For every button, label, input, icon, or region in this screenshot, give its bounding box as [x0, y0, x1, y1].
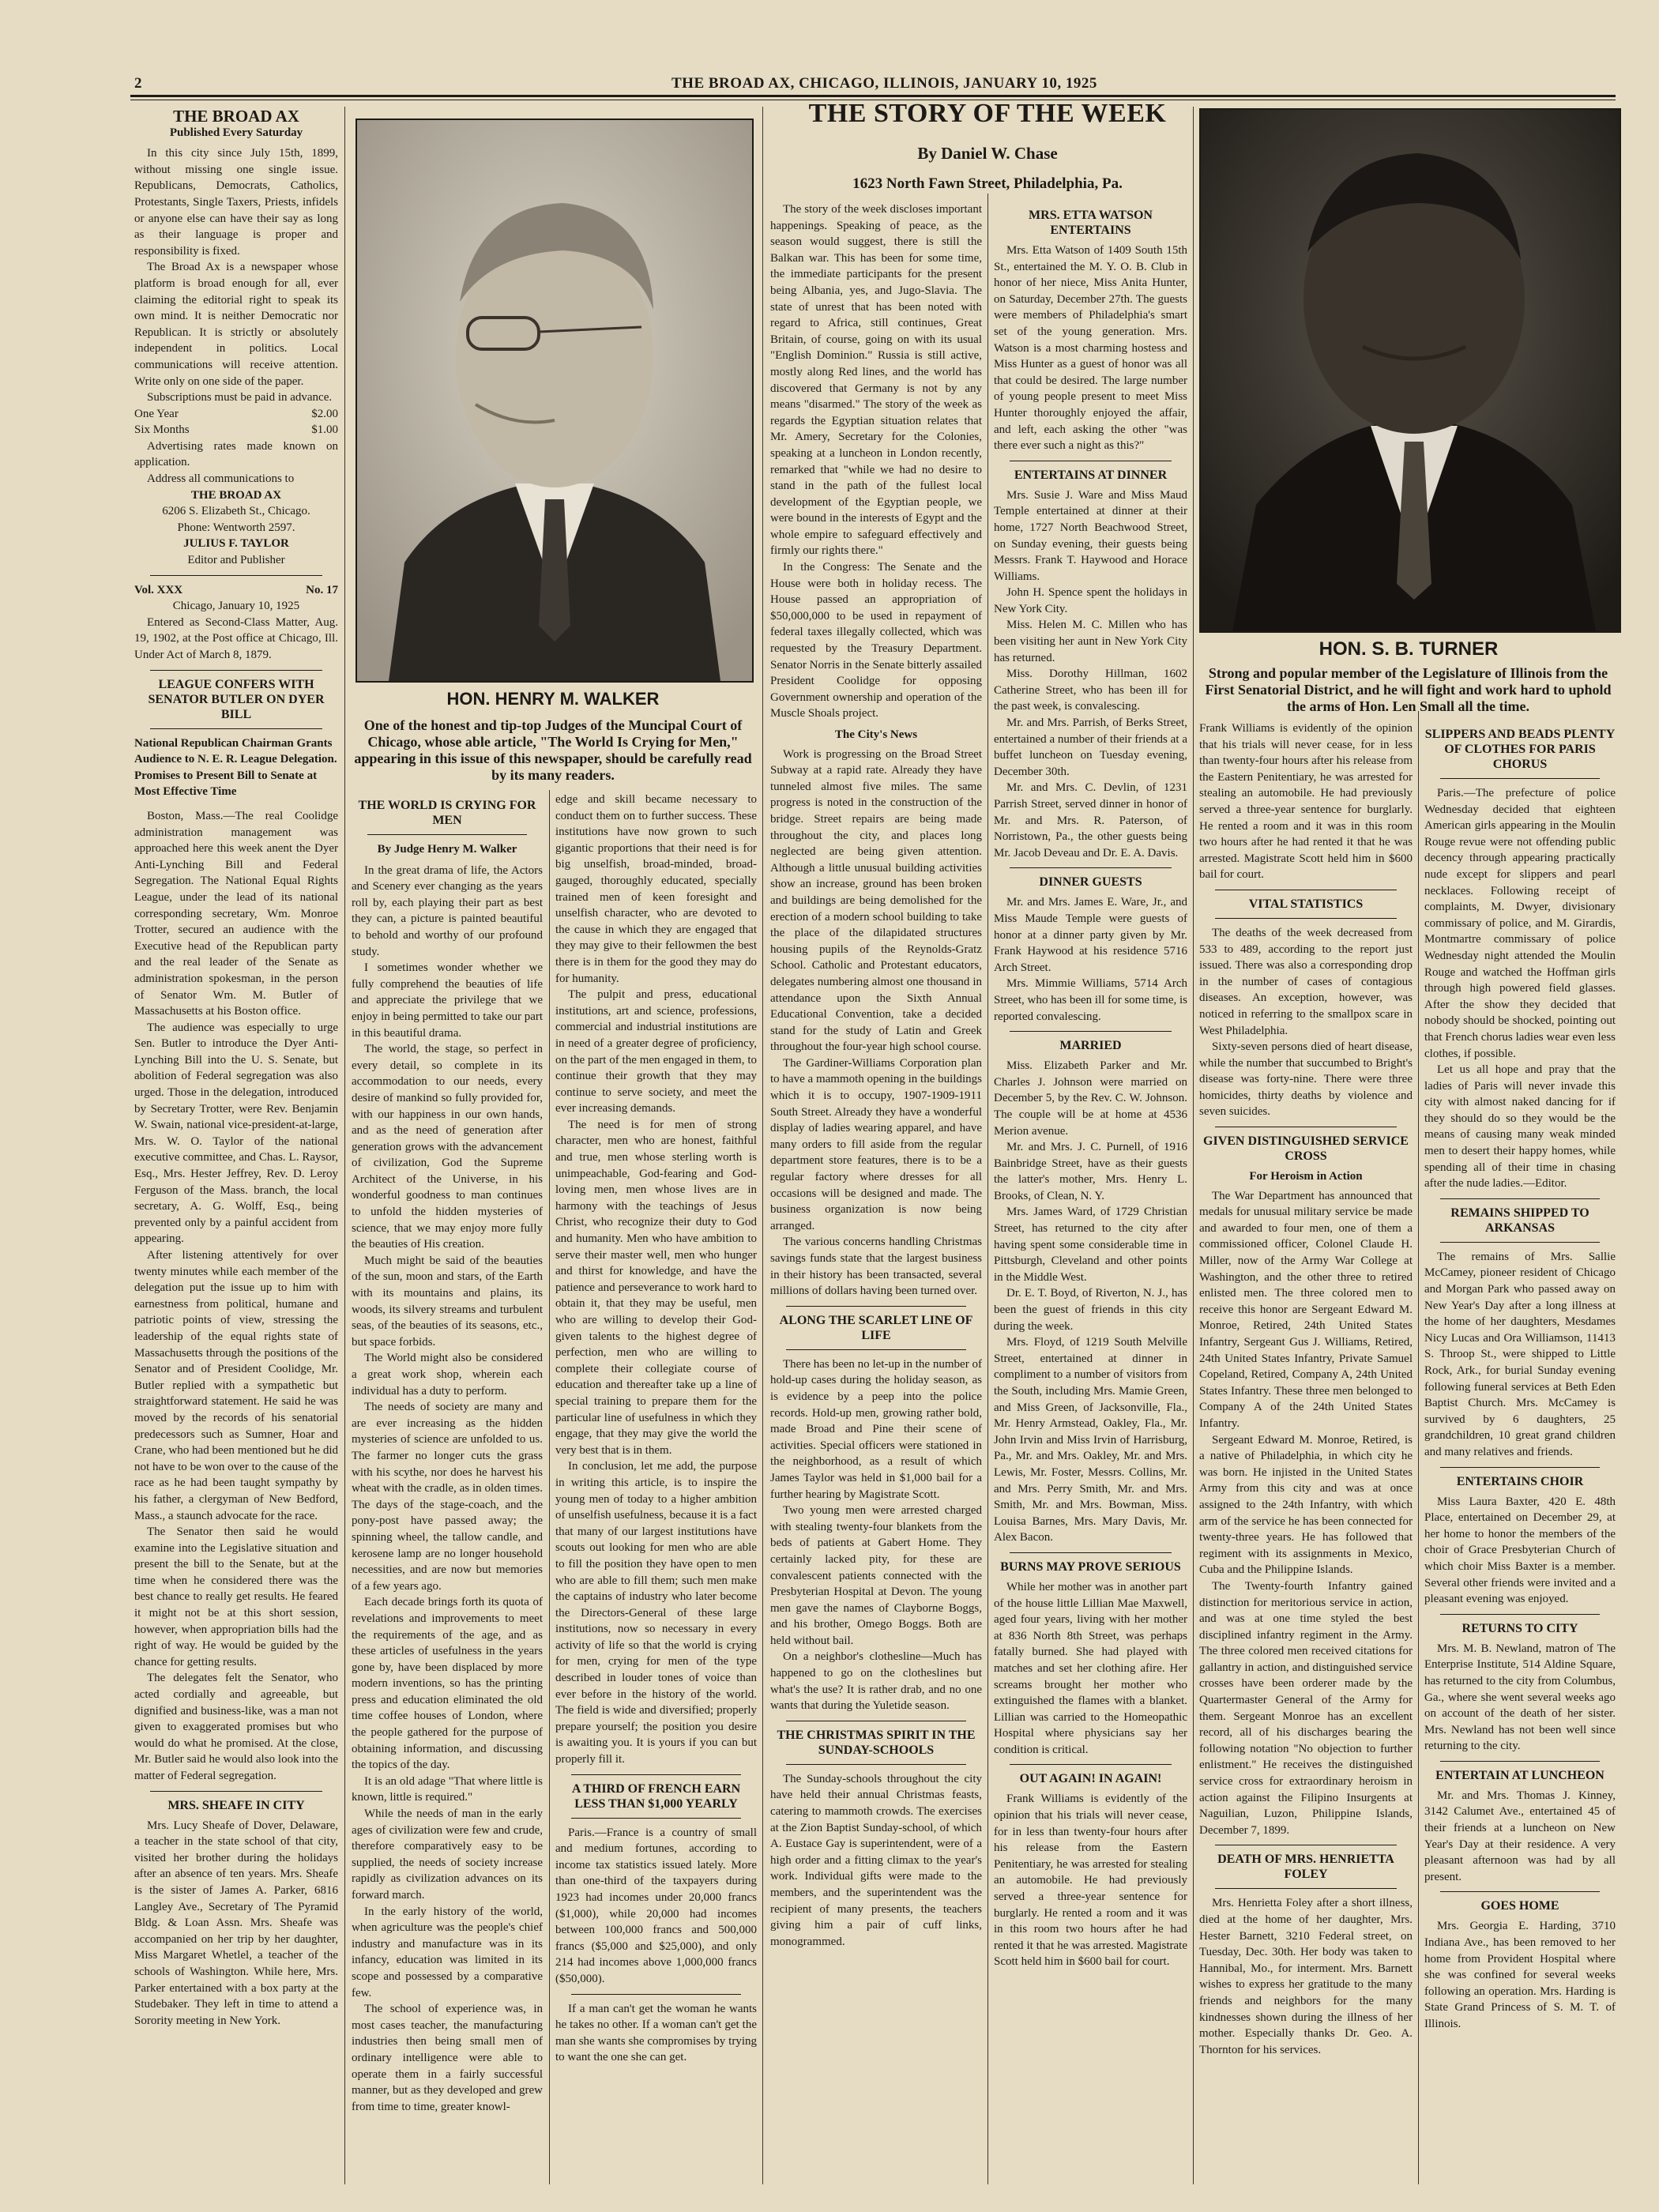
headline: MARRIED — [1059, 1039, 1122, 1053]
article-para: The world, the stage, so perfect in every detail, so complete in its accommodation to our needs, every desire of mankind so fully provided for, with our happiness in our own hands, and as the need of generation after generation grows with the advancement of civilization, God the Supreme Architect of the Universe, in his wonderful goodness to man continues to unfold the hidden mysteries of science, that we may enjoy more fully the beauties of His creation. — [352, 1043, 543, 1251]
volume: Vol. XXX — [134, 583, 183, 596]
article-para: Sergeant Edward M. Monroe, Retired, is a native of Philadelphia, in which city he was born. He injisted in the United States Army from this city and was at once assigned to the 24th Infantry, with which arm of the service he has been connected for twenty-three years. He has followed that regiment with its assignments in Mexico, Cuba and the Philippine Islands. — [1199, 1433, 1413, 1577]
article-para: Paris.—The prefecture of police Wednesday decided that eighteen American girls appearing in the Moulin Rouge revue were not offending public decency through appearing practically nude except for slippers and pearl necklaces. Following receipt of complaints, M. Dwyer, divisionary commissary of police, and M. Girardis, Montmartre commissary of police Wednesday night attended the Moulin Rouge and watched the Hoffman girls through high powered field glasses. After the show they decided that nobody should be shocked, pointing out that French chorus ladies wear even less clothes, if possible. — [1424, 787, 1616, 1060]
article-para: I sometimes wonder whether we fully comprehend the beauties of life and appreciate the privilege that we enjoy in being permitted to take our part in this beautiful drama. — [352, 961, 543, 1040]
column-divider — [344, 107, 345, 2184]
subhead: The City's News — [834, 728, 918, 741]
divider — [150, 728, 322, 729]
column-1 — [134, 107, 338, 2192]
article-para: Two young men were arrested charged with stealing twenty-four blankets from the beds of patients at Gabert Home. They certainly lacked pity, for these are convalescent patients connected with the Presbyterian Hospital at Devon. The young men gave the names of Clayborne Boggs, and his brother, Omego Boggs. Both are held without bail. — [770, 1504, 982, 1647]
article-para: Mr. and Mrs. Parrish, of Berks Street, entertained a number of their friends at a buffet luncheon on Tuesday evening, December 30th. — [994, 717, 1187, 778]
column-7 — [1424, 720, 1616, 2190]
article-para: Miss Laura Baxter, 420 E. 48th Place, entertained on December 29, at her home to honor the members of the choir of Grace Presbyterian Church of which choir Miss Baxter is a member. Several other friends were invited and a pleasant evening was enjoyed. — [1424, 1495, 1616, 1606]
entered-notice: Entered as Second-Class Matter, Aug. 19, 1902, at the Post office at Chicago, Ill. Under Act of March 8, 1879. — [134, 615, 338, 661]
caption-text: Strong and popular member of the Legislature of Illinois from the First Senatorial District, and he will fight and work hard to uphold the arms of Hon. Len Small all the time. — [1205, 665, 1612, 714]
headline: MRS. ETTA WATSON ENTERTAINS — [1029, 209, 1153, 237]
masthead-para: Subscriptions must be paid in advance. — [147, 391, 333, 404]
story-address: 1623 North Fawn Street, Philadelphia, Pa. — [852, 175, 1123, 192]
article-para: Sixty-seven persons died of heart disease, while the number that succumbed to Bright's disease was forty-nine. There were three homicides, thirty deaths by violence and seven suicides. — [1199, 1040, 1413, 1119]
article-para: The Twenty-fourth Infantry gained distinction for meritorious service in action, and was at one time styled the best disciplined infantry regiment in the Army. The three colored men received citations for gallantry in action, and distinguished service crosses have been orderer made by the Quartermaster General of the Army for them. Sergeant Monroe has an excellent record, all of his discharges bearing the following notation "No objection to further enlistment." He receives the distinguished service cross for extraordinary heroism in action against the Filipino Insurgents at Naguilian, Luzon, Philippine Islands, December 7, 1899. — [1199, 1579, 1413, 1837]
header-rule — [130, 95, 1616, 97]
article-para: Miss. Dorothy Hillman, 1602 Catherine Street, who has been ill for the past week, is convalescing. — [994, 668, 1187, 713]
headline: DEATH OF MRS. HENRIETTA FOLEY — [1217, 1853, 1394, 1882]
divider — [1010, 1764, 1172, 1765]
headline: REMAINS SHIPPED TO ARKANSAS — [1450, 1206, 1589, 1235]
headline: ENTERTAINS AT DINNER — [1014, 468, 1168, 482]
headline: THE WORLD IS CRYING FOR MEN — [358, 799, 536, 827]
article-para: Mrs. Mimmie Williams, 5714 Arch Street, who has been ill for some time, is reported convalescing. — [994, 977, 1187, 1023]
masthead-para: The Broad Ax is a newspaper whose platform is broad enough for all, ever claiming the editorial right to speak its own mind. It is neither Democratic nor Republican. It is strictly or absolutely independent in politics. Local communications will receive attention. Write only on one side of the paper. — [134, 261, 338, 388]
article-para: Mrs. Floyd, of 1219 South Melville Street, entertained at dinner in compliment to a number of visitors from the South, including Mrs. Mamie Green, and Miss Green, of Jacksonville, Fla., Mr. Henry Armstead, Oakley, Fla., Mr. John Irvin and Miss Irvin of Harrisburg, Pa., Mr. and Mrs. Oakley, Mr. and Mrs. Lewis, Mr. Foster, Messrs. Collins, Mr. and Mrs. Perry Smith, Mr. and Mrs. Smith, Mr. and Mrs. Bowman, Miss. Louisa Barnes, Mrs. Mary Davis, Mr. Alex Bacon. — [994, 1336, 1187, 1544]
article-para: Frank Williams is evidently of the opinion that his trials will never cease, for in less than twenty-four hours after his release from the Eastern Penitentiary, he was arrested for stealing an automobile. He had previously served a three-year sentence for burglarly. He rented a room and it was in this room two hours after he had rented it that he was arrested. Magistrate Scott held him in $600 bail for court. — [1199, 722, 1413, 882]
article-para: The audience was especially to urge Sen. Butler to introduce the Dyer Anti-Lynching Bill into the U. S. Senate, but abolition of Federal segregation was also urged. Those in the delegation, introduced by Secretary Trotter, were Rev. Benjamin W. Swain, national vice-president-at-large, Mrs. W. O. Taylor of the national executive committee, and Chas. L. Raysor, Esq., Mrs. Hester Jeffrey, Rev. D. Leroy Ferguson of the Mass. branch, the local secretary, A. G. Wolff, Esq., being prevented only by a painful accident from appearing. — [134, 1021, 338, 1246]
article-para: The Senator then said he would examine into the Legislative situation and present the bill to the Senate, but at the time when he considered there was the best chance to really get results. He feared it might not be at this short session, however, when appropriation bills had the right of way. He would be guided by the chance for getting results. — [134, 1525, 338, 1668]
headline: SLIPPERS AND BEADS PLENTY OF CLOTHES FOR PARIS CHORUS — [1424, 728, 1616, 771]
headline: DINNER GUESTS — [1039, 875, 1142, 890]
portrait-s-b-turner — [1199, 108, 1621, 633]
subhead: For Heroism in Action — [1249, 1170, 1363, 1183]
column-2 — [352, 792, 543, 2190]
article-para: There has been no let-up in the number of hold-up cases during the holiday season, as is evidence by a peep into the police records. Hold-up men, growing rather bold, made Broad and Pine their scene of activities. Special officers were stationed in the neighborhood, as a result of which James Taylor was held in $1,000 bail for a further hearing by Magistrate Scott. — [770, 1357, 982, 1501]
article-para: Much might be said of the beauties of the sun, moon and stars, of the Earth with its mountains and plains, its woods, its silvery streams and turbulent seas, of the beauties of its seasons, etc., but space forbids. — [352, 1254, 543, 1349]
article-para: Frank Williams is evidently of the opinion that his trials will never cease, for in less than twenty-four hours after his release from the Eastern Penitentiary, he was arrested for stealing an automobile. He had previously served a three-year sentence for burglarly. He rented a room and it was in this room two hours after he had rented it that he was arrested. Magistrate Scott held him in $600 bail for court. — [994, 1793, 1187, 1969]
article-para: Mrs. James Ward, of 1729 Christian Street, has returned to the city after having spent some considerable time in Pittsburgh, Cleveland and other points in the Middle West. — [994, 1206, 1187, 1284]
headline: ALONG THE SCARLET LINE OF LIFE — [779, 1313, 973, 1342]
divider — [1440, 1614, 1600, 1615]
issue-number: No. 17 — [306, 583, 338, 596]
rate-row — [134, 422, 338, 438]
volume-line — [134, 582, 338, 599]
article-para: Mrs. Georgia E. Harding, 3710 Indiana Ave., has been removed to her home from Provident Hospital where she was confined for several weeks following an operation. Mrs. Harding is State Grand Princess of S. M. T. of Illinois. — [1424, 1920, 1616, 2030]
article-para: Mrs. Henrietta Foley after a short illness, died at the home of her daughter, Mrs. Hester Barnett, 3210 Federal street, on Tuesday, Dec. 30th. Her body was taken to Hannibal, Mo., for interment. Mrs. Barnett wishes to express her gratitude to the many friends and neighbors for the many kindnesses shown during the illness of her mother. Especially thanks Dr. Geo. A. Thornton for his services. — [1199, 1897, 1413, 2056]
article-para: Dr. E. T. Boyd, of Riverton, N. J., has been the guest of friends in this city during the week. — [994, 1287, 1187, 1333]
article-para: In the Congress: The Senate and the House were both in holiday recess. The House passed an appropriation of $50,000,000 to be used in repayment of federal taxes illegally collected, which was requested by the Treasury Department. Senator Norris in the Senate bitterly assailed President Coolidge for opposing Government ownership and operation of the Muscle Shoals project. — [770, 561, 982, 720]
column-4 — [770, 201, 982, 2192]
headline: A THIRD OF FRENCH EARN LESS THAN $1,000 YEARLY — [571, 1781, 741, 1811]
address-line: 6206 S. Elizabeth St., Chicago. — [162, 505, 310, 518]
headline: GIVEN DISTINGUISHED SERVICE CROSS — [1203, 1134, 1409, 1164]
divider — [786, 1764, 966, 1765]
dateline: THE BROAD AX, CHICAGO, ILLINOIS, JANUARY 10, 1925 — [672, 75, 1097, 92]
column-3 — [555, 792, 757, 2190]
article-para: In the great drama of life, the Actors and Scenery ever changing as the years roll by, each playing their part as best they can, a picture is painted beautiful to behold and worthy of our profound study. — [352, 863, 543, 958]
address-line: Editor and Publisher — [187, 554, 285, 567]
article-para: The needs of society are many and are ever increasing as the hidden mysteries of science are unfolded to us. The farmer no longer cuts the grass with his scythe, nor does he harvest his wheat with the cradle, as in olden times. The days of the stage-coach, and the pony-post have passed away; the spinning wheel, the tallow candle, and kerosene lamp are no longer household necessities, and are now but memories of a few years ago. — [352, 1401, 543, 1593]
divider — [1440, 1761, 1600, 1762]
column-divider — [1193, 107, 1194, 2184]
divider — [150, 670, 322, 671]
article-para: Mrs. Susie J. Ware and Miss Maud Temple entertained at dinner at their home, 1727 North Beachwood Street, on Sunday evening, their guests being Messrs. Frank T. Haywood and Horace Williams. — [994, 488, 1187, 583]
caption-text: One of the honest and tip-top Judges of the Muncipal Court of Chicago, whose able article, "The World Is Crying for Men," appearing in this issue of this newspaper, should be carefully read by its many readers. — [354, 717, 752, 783]
deck: National Republican Chairman Grants Audience to N. E. R. League Delegation. Promises to Present Bill to Senate at Most Effective Time — [134, 736, 337, 799]
article-para: While the needs of man in the early ages of civilization were few and crude, therefore comparatively easy to be supplied, the needs of society increase rapidly as civilization advances on its forward march. — [352, 1808, 543, 1902]
article-para: Work is progressing on the Broad Street Subway at a rapid rate. Already they have tunneled almost five miles. The same progress is noted in the construction of the bridge. Street repairs are being made throughout the city, and places long neglected are being given attention. Although a little unusual building activities show an increase, ground has been broken and buildings are being demolished for the erection of a modern school building to take the place of the dilapidated structures housing pupils of the Reynolds-Gratz School. Catholic and Protestant educators, delegates numbering almost one thousand in attendance upon the Sixth Annual Educational Convention, take a decided stand for the study of Latin and Greek throughout the four-year high school course. — [770, 747, 982, 1054]
divider — [571, 1994, 741, 1995]
divider — [150, 575, 322, 576]
caption-name: HON. HENRY M. WALKER — [446, 689, 660, 709]
page-number: 2 — [134, 75, 142, 92]
article-para: The World might also be considered a great work shop, wherein each individual has a duty to perform. — [352, 1352, 543, 1398]
address-line: Phone: Wentworth 2597. — [177, 521, 295, 534]
article-para: Mr. and Mrs. J. C. Purnell, of 1916 Bainbridge Street, have as their guests the latter's mother, Mrs. Henry L. Brooks, of Clean, N. Y. — [994, 1141, 1187, 1202]
divider — [1440, 778, 1600, 779]
rate-value: $2.00 — [311, 407, 338, 420]
column-divider — [1418, 711, 1419, 2184]
article-para: Each decade brings forth its quota of revelations and improvements to meet the requirements of the age, and as these articles of usefulness in the years gone by, have been displaced by more modern inventions, so has the printing press and education eliminated the old time coffee houses of London, where the people gathered for the purpose of obtaining information, and discussing the topics of the day. — [352, 1596, 543, 1772]
divider — [1440, 1467, 1600, 1468]
caption-name: HON. S. B. TURNER — [1319, 638, 1499, 660]
divider — [1010, 867, 1172, 868]
article-para: Mr. and Mrs. James E. Ware, Jr., and Miss Maude Temple were guests of honor at a dinner party given by Mr. Frank Haywood at his residence 5716 Arch Street. — [994, 896, 1187, 974]
article-para: Boston, Mass.—The real Coolidge administration management was approached here this week anent the Dyer Anti-Lynching Bill and Federal Segregation. The National Equal Rights League, under the lead of its national corresponding secretary, Wm. Monroe Trotter, secured an audience with the Executive head of the Republican party and the real leader of the Senate as administration spokesman, in the person of Senator Wm. M. Butler of Massachusetts at his Boston office. — [134, 809, 338, 1018]
divider — [1440, 1242, 1600, 1243]
headline: BURNS MAY PROVE SERIOUS — [1000, 1559, 1181, 1574]
portrait-image — [357, 120, 752, 681]
masthead-para: Address all communications to — [147, 472, 295, 486]
column-divider — [762, 107, 763, 2184]
article-para: edge and skill became necessary to conduct them on to further success. These institutions have now grown to such gigantic proportions that their need is for big unselfish, broad-minded, broad-gauged, thoroughly educated, specially trained men of keen foresight and unselfish character, who are devoted to the cause in which they are engaged that they may give to their fellowmen the best there is in them for the good they may do for humanity. — [555, 793, 757, 985]
divider — [1440, 1198, 1600, 1199]
rate-label: Six Months — [134, 423, 190, 437]
article-para: The pulpit and press, educational institutions, art and science, professions, commercial and industrial institutions are in need of a greater degree of proficiency, on the part of the men engaged in them, to continue their growth that they may continue to serve society, and meet the ever increasing demands. — [555, 988, 757, 1115]
article-para: It is an old adage "That where little is known, little is required." — [352, 1774, 543, 1804]
headline: MRS. SHEAFE IN CITY — [167, 1798, 305, 1812]
masthead-subtitle: Published Every Saturday — [169, 126, 303, 139]
headline: THE CHRISTMAS SPIRIT IN THE SUNDAY-SCHOOLS — [777, 1728, 976, 1757]
article-para: Let us all hope and pray that the ladies of Paris will never invade this city with almost naked dancing for if they should do so they would be the means of causing many weak minded men to desert their happy homes, while spending all of their time in chasing after the nude ladies.—Editor. — [1424, 1063, 1616, 1191]
divider — [150, 1791, 322, 1792]
column-5 — [994, 201, 1187, 2192]
article-para: In the early history of the world, when agriculture was the people's chief industry and manufacture was in its infancy, education was limited in its scope and possessed by a comparative few. — [352, 1905, 543, 1999]
article-para: The War Department has announced that medals for unusual military service be made and awarded to four men, one of them a commissioned officer, Colonel Claude H. Miller, now of the Army War College at Washington, and the other three to retired enlisted men. The three colored men to receive this honor are Sergeant Edward M. Monroe, Retired, 24th United States Infantry, Sergeant Gus J. Williams, Retired, 24th United States Infantry, Private Samuel Copeland, Retired, Company A, 24th United States Infantry. These three men belonged to Company A of the 24th United States Infantry. — [1199, 1189, 1413, 1430]
divider — [786, 1306, 966, 1307]
divider — [571, 1818, 741, 1819]
story-byline: By Daniel W. Chase — [917, 144, 1058, 163]
headline: RETURNS TO CITY — [1462, 1621, 1578, 1635]
article-para: The Gardiner-Williams Corporation plan to have a mammoth opening in the buildings which it is to occupy, 1907-1909-1911 South Street. Already they have a wonderful display of ladies wearing apparel, and have many orders to fill aside from the regular department store features, there is to be a regular factory where dresses for all occasions will be designed and made. The business organization is now being arranged. — [770, 1056, 982, 1232]
story-title: THE STORY OF THE WEEK — [808, 99, 1167, 128]
divider — [1010, 1031, 1172, 1032]
article-para: Mrs. Lucy Sheafe of Dover, Delaware, a teacher in the state school of that city, visited her brother during the holidays after an absence of ten years. Mrs. Sheafe is the sister of James A. Parker, 6816 Langley Ave., Secretary of The Pyramid Bldg. & Loan Assn. Mrs. Sheafe was accompanied on her trip by her daughter, Miss Margaret Whetlel, a teacher of the schools of Washington. While here, Mrs. Parker entertained with a box party at the Studebaker. They left in time to attend a Sorority meeting in New York. — [134, 1819, 338, 2027]
article-para: Mrs. Etta Watson of 1409 South 15th St., entertained the M. Y. O. B. Club in honor of her niece, Miss Anita Hunter, on Saturday, December 27th. The guests were members of Philadelphia's smart set of the young generation. Mrs. Watson is a most charming hostess and Miss Hunter as a guest of honor was all that could be desired. The large number of young people present to meet Miss Hunter thoroughly enjoyed the affair, and left, each asking the other "was there ever such a night as this?" — [994, 244, 1187, 453]
article-para: The delegates felt the Senator, who acted cordially and agreeable, but dignified and business-like, was a man not given to exaggerated promises but who would do what he promised. At the close, Mr. Butler said he would also look into the matter of Federal segregation. — [134, 1672, 338, 1782]
divider — [1010, 1552, 1172, 1553]
column-6 — [1199, 720, 1413, 2190]
headline: OUT AGAIN! IN AGAIN! — [1019, 1772, 1162, 1786]
column-divider — [549, 790, 550, 2184]
article-para: The deaths of the week decreased from 533 to 489, according to the report just issued. There was also a corresponding drop in the number of cases of contagious diseases. An exception, however, was noticed in referring to the smallpox scare in West Philadelphia. — [1199, 926, 1413, 1037]
divider — [786, 1349, 966, 1350]
article-para: The Sunday-schools throughout the city have held their annual Christmas feasts, catering to mammoth crowds. The exercises at the Zion Baptist Sunday-school, of which A. Eustace Gay is superintendent, were of a high order and a fitting climax to the year's work. Individual gifts were made to the members, and the superintendent was the recipient of many presents, the teachers giving him a pair of cuff links, monogrammed. — [770, 1772, 982, 1948]
divider — [367, 834, 527, 835]
issue-date: Chicago, January 10, 1925 — [172, 600, 300, 613]
divider — [1215, 918, 1397, 919]
masthead-para: Advertising rates made known on application. — [134, 439, 338, 469]
headline: GOES HOME — [1480, 1899, 1559, 1913]
article-para: Miss. Elizabeth Parker and Mr. Charles J. Johnson were married on December 5, by the Rev. C. W. Johnson. The couple will be at home at 4536 Merion avenue. — [994, 1059, 1187, 1138]
address-line: JULIUS F. TAYLOR — [183, 537, 289, 551]
article-para: Mrs. M. B. Newland, matron of The Enterprise Institute, 514 Aldine Square, has returned to the city from Columbus, Ga., where she went several weeks ago on account of the death of her sister. Mrs. Newland has not been well since returning to the city. — [1424, 1642, 1616, 1753]
article-para: Paris.—France is a country of small and medium fortunes, according to income tax statistics issued lately. More than one-third of the taxpayers during 1923 had incomes under 20,000 francs ($1,000), while 20,000 had incomes between 100,000 francs and 500,000 francs ($5,000 and $25,000), and only 214 had incomes above 1,000,000 francs ($50,000). — [555, 1826, 757, 1985]
divider — [1215, 1888, 1397, 1889]
headline: ENTERTAIN AT LUNCHEON — [1435, 1768, 1604, 1782]
address-line: THE BROAD AX — [190, 488, 282, 502]
rate-value: $1.00 — [311, 423, 338, 437]
article-para: John H. Spence spent the holidays in New York City. — [994, 586, 1187, 615]
article-para: Mr. and Mrs. Thomas J. Kinney, 3142 Calumet Ave., entertained 45 of their friends at a luncheon on New Year's Day at their residence. A very pleasant afternoon was had by all present. — [1424, 1789, 1616, 1883]
portrait-henry-walker — [356, 118, 754, 683]
byline: By Judge Henry M. Walker — [377, 843, 517, 856]
masthead-title: THE BROAD AX — [173, 107, 299, 126]
headline: LEAGUE CONFERS WITH SENATOR BUTLER ON DYER BILL — [148, 677, 325, 721]
rate-row — [134, 406, 338, 423]
headline: VITAL STATISTICS — [1248, 897, 1364, 911]
rate-label: One Year — [134, 407, 179, 420]
article-para: Miss. Helen M. C. Millen who has been visiting her aunt in New York City has returned. — [994, 619, 1187, 664]
headline: ENTERTAINS CHOIR — [1456, 1474, 1584, 1488]
article-para: The remains of Mrs. Sallie McCamey, pioneer resident of Chicago and Morgan Park who passed away on New Year's Day after a long illness at the home of her daughters, Mesdames Nicy Lucas and Ora Williamson, 11413 S. Throop St., were shipped to Little Rock, Ark., for burial Sunday evening following funeral services at Beth Eden Baptist Church. Mrs. McCamey is survived by 6 daughters, 25 grandchildren, 10 great grand children and many relatives and friends. — [1424, 1250, 1616, 1458]
article-para: After listening attentively for over twenty minutes while each member of the delegation put the issue up to him with earnestness from political, humane and patriotic points of view, stressing the leadership of the equal rights state of Massachusetts through the positions of the Senator and of President Coolidge, Mr. Butler replied with a sympathetic but straightforward statement. He said he was moved by the records of his senatorial predecessors such as Sumner, Hoar and Crane, who had been mentioned but he did not have to be won over to the cause of the race as he had been taught sympathy by his father, a clergyman of New Bedford, Mass., a staunch advocate for the race. — [134, 1249, 338, 1522]
article-para: If a man can't get the woman he wants he takes no other. If a woman can't get the man she wants she compromises by trying to want the one she can get. — [555, 2002, 757, 2064]
divider — [571, 1774, 741, 1775]
article-para: The various concerns handling Christmas savings funds state that the largest business in their history has been transacted, several millions of dollars having been turned over. — [770, 1236, 982, 1298]
article-para: In conclusion, let me add, the purpose in writing this article, is to inspire the young men of today to a higher ambition of unselfish usefulness, because it is a fact that many of our largest institutions have scouts out looking for men who are able to fill the position they have open to men who are able to fill them; such men make the captains of industry who later become the Directors-General of these large institutions, now so necessary in every activity of life so that the world is crying for men, crying for men of the type described in louder tones of voice than ever before in the history of the world. The field is wide and diversified; properly prepare yourself; the position you desire is awaiting you. It is yours if you can but properly fill it. — [555, 1460, 757, 1766]
article-para: The school of experience was, in most cases teacher, the manufacturing industries then being small men of ordinary intelligence were able to operate them in a fairly successful manner, but as they developed and grew from time to time, greater knowl- — [352, 2003, 543, 2113]
article-para: While her mother was in another part of the house little Lillian Mae Maxwell, aged four years, living with her mother at 836 North 8th Street, was perhaps fatally burned. She had played with matches and set her clothing afire. Her screams brought her mother who extinguished the flames with a blanket. Lillian was carried to the Homeopathic Hospital where physicians say her condition is critical. — [994, 1580, 1187, 1756]
article-para: The need is for men of strong character, men who are honest, faithful and true, men whose sterling worth is unimpeachable, God-fearing and God-loving men, men whose lives are in harmony with the teachings of Jesus Christ, who recognize their duty to God and humanity. Men who have ambition to serve their master well, men who hunger and thirst for knowledge, and have the patience and perseverance to work hard to obtain it, that they may be useful, men who are willing to develop their God-given talents to the highest degree of perfection, men who are willing to complete their collegiate course of education and thereafter take up a line of special training to prepare them for the particular line of usefulness in which they engage, that they may give the world the very best that is in them. — [555, 1118, 757, 1457]
divider — [1440, 1891, 1600, 1892]
portrait-image — [1201, 110, 1620, 631]
article-para: The story of the week discloses important happenings. Speaking of peace, as the season would suggest, there is still the Balkan war. This has been for some time, the immediate participants for the present being Albania, yes, and Jugo-Slavia. The state of unrest that has been noted with regard to Africa, still continues, Great Britain, of course, going on with its usual "English Dominion." Russia is still active, mostly along Red lines, and the world has discovered that Germany is not by any means "disarmed." The story of the week as regards the Egyptian situation relates that Mr. Amery, Secretary for the Colonies, speaking at a luncheon in London recently, remarked that "while we had no desire to stand in the path of the fullest local development of the Egyptian people, we were bound in the interests of Egypt and the whole empire to safeguard effectively and firmly our rights there." — [770, 203, 982, 558]
page-header — [134, 75, 1612, 97]
article-para: Mr. and Mrs. C. Devlin, of 1231 Parrish Street, served dinner in honor of Mr. and Mrs. R. Paterson, of Norristown, Pa., the other guests being Mr. Jacob Deveau and Dr. E. A. Davis. — [994, 781, 1187, 860]
masthead-para: In this city since July 15th, 1899, without missing one single issue. Republicans, Democrats, Catholics, Protestants, Single Taxers, Priests, infidels or anyone else can have their say as long as their language is proper and responsibility is fixed. — [134, 147, 338, 258]
article-para: On a neighbor's clothesline—Much has happened to go on the clotheslines but what's the use? It is rather drab, and no one wants that during the Yuletide season. — [770, 1650, 982, 1713]
